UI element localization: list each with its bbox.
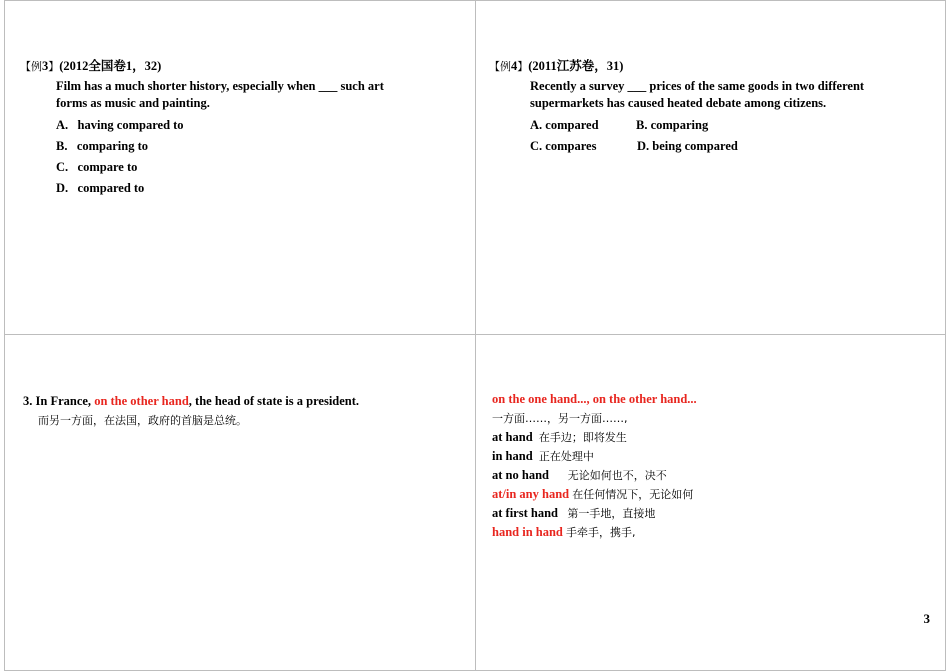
option-c: [530, 138, 596, 155]
slide-panel-example-sentence: [4, 334, 476, 671]
example-4-header: [489, 58, 623, 75]
option-b: [56, 138, 148, 155]
phrase-term: hand in hand: [492, 525, 563, 539]
phrase-meaning: 手牵手，携手,: [566, 526, 636, 539]
phrase-item: [492, 429, 627, 446]
option-letter: A.: [530, 118, 543, 132]
phrase-item: [492, 505, 655, 522]
bracket-close: 】: [517, 60, 529, 73]
slide-panel-example-3: [4, 0, 476, 335]
sentence-suffix: , the head of state is a president.: [188, 394, 360, 408]
option-letter: D.: [637, 139, 650, 153]
slide-panel-example-4: [475, 0, 946, 335]
question-stem-line2: forms as music and painting.: [56, 96, 210, 110]
option-a: [56, 117, 184, 134]
phrase-meaning: 无论如何也不，决不: [567, 469, 667, 482]
bracket-open: 【: [20, 60, 31, 73]
option-a: [530, 117, 599, 134]
option-text: compared: [545, 118, 599, 132]
option-text: comparing to: [76, 139, 149, 153]
sentence-translation: 而另一方面，在法国，政府的首脑是总统。: [38, 414, 247, 427]
phrase-term: at no hand: [492, 468, 549, 482]
option-letter: C.: [530, 139, 543, 153]
example-number: 3: [42, 59, 49, 73]
phrase-term: at hand: [492, 430, 533, 444]
option-text: comparing: [650, 118, 709, 132]
option-letter: B.: [636, 118, 648, 132]
phrase-heading-translation: 一方面……，另一方面……,: [492, 412, 628, 425]
example-number: 4: [511, 59, 518, 73]
phrase-item: [492, 486, 693, 503]
option-text: compares: [545, 139, 597, 153]
phrase-item: [492, 524, 636, 541]
example-source: (2012全国卷1，32): [59, 59, 162, 73]
option-letter: B.: [56, 139, 68, 153]
phrase-item: [492, 467, 667, 484]
option-letter: C.: [56, 160, 69, 174]
option-d: [56, 180, 144, 197]
phrase-meaning: 正在处理中: [538, 450, 594, 463]
phrase-meaning: 在任何情况下，无论如何: [572, 488, 694, 501]
option-d: [637, 138, 738, 155]
bracket-open: 【: [489, 60, 500, 73]
option-c: [56, 159, 137, 176]
phrase-term: at first hand: [492, 506, 558, 520]
highlighted-phrase: on the other hand: [94, 394, 189, 408]
phrase-item: [492, 448, 594, 465]
slide-panel-phrase-list: [475, 334, 946, 671]
question-stem-line2: supermarkets has caused heated debate among citizens.: [530, 96, 827, 110]
example-sentence: [23, 393, 359, 410]
option-text: having compared to: [77, 118, 184, 132]
phrase-meaning: 第一手地，直接地: [567, 507, 656, 520]
option-letter: D.: [56, 181, 69, 195]
sentence-prefix: 3. In France,: [23, 394, 95, 408]
option-text: compare to: [77, 160, 138, 174]
question-stem-line1: Recently a survey ___ prices of the same goods in two different: [530, 79, 865, 93]
phrase-term: at/in any hand: [492, 487, 570, 501]
option-text: compared to: [77, 181, 145, 195]
question-stem-line1: Film has a much shorter history, especially when ___ such art: [56, 79, 384, 93]
option-letter: A.: [56, 118, 69, 132]
option-b: [636, 117, 708, 134]
example-label: 例: [31, 60, 42, 73]
bracket-close: 】: [48, 60, 60, 73]
phrase-term: in hand: [492, 449, 533, 463]
phrase-meaning: 在手边；即将发生: [538, 431, 627, 444]
example-source: (2011江苏卷，31): [528, 59, 624, 73]
option-text: being compared: [652, 139, 738, 153]
page-number: 3: [923, 611, 930, 626]
example-label: 例: [500, 60, 511, 73]
phrase-heading: on the one hand..., on the other hand...: [492, 392, 697, 406]
example-3-header: [20, 58, 161, 75]
